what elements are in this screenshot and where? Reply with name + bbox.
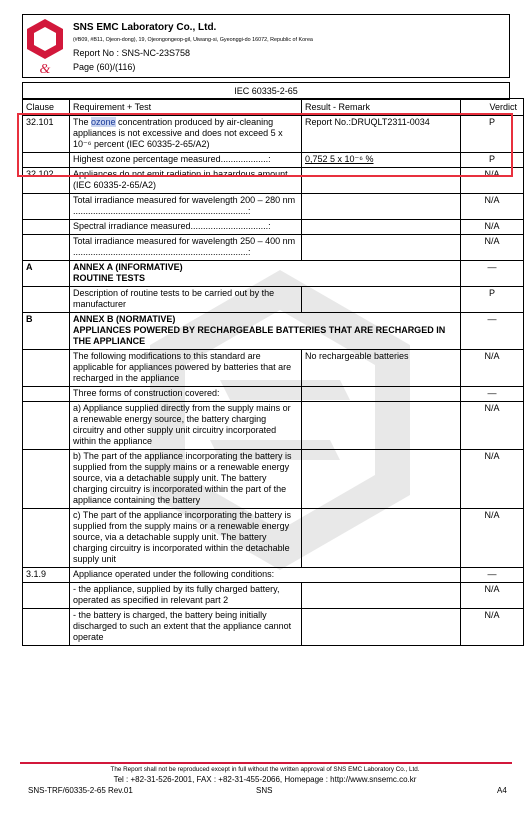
- table-row: [23, 387, 524, 402]
- verdict-cell: N/A: [461, 235, 524, 261]
- footer-brand: SNS: [256, 786, 273, 795]
- paper-size: A4: [497, 786, 507, 795]
- clause-cell: A: [23, 261, 70, 287]
- col-verdict: Verdict: [461, 99, 524, 116]
- svg-text:&: &: [39, 62, 51, 77]
- requirement-cell: - the battery is charged, the battery being initially discharged to such an extent that the appliance cannot operate: [70, 609, 302, 646]
- company-name: SNS EMC Laboratory Co., Ltd.: [73, 22, 217, 33]
- requirement-cell: Description of routine tests to be carried out by the manufacturer: [70, 287, 302, 313]
- table-row: [23, 287, 524, 313]
- page-number: Page (60)/(116): [73, 62, 136, 72]
- highlight-box: [17, 113, 513, 177]
- result-cell: [302, 287, 461, 313]
- table-row: [23, 568, 524, 583]
- requirement-cell: The following modifications to this standard are applicable for appliances powered by batteries that are recharged in the appliance: [70, 350, 302, 387]
- clause-cell: [23, 609, 70, 646]
- table-row: [23, 609, 524, 646]
- col-requirement: Requirement + Test: [70, 99, 302, 116]
- result-cell: [302, 387, 461, 402]
- sns-logo-icon: [23, 15, 67, 77]
- verdict-cell: N/A: [461, 609, 524, 646]
- clause-cell: [23, 583, 70, 609]
- result-cell: Report No.:DRUQLT2311-0034: [302, 116, 461, 153]
- result-cell: No rechargeable batteries: [302, 350, 461, 387]
- measured-value: 0,752 5 x 10⁻⁶ %: [305, 154, 374, 164]
- verdict-cell: P: [461, 116, 524, 153]
- requirement-cell: The ozone concentration produced by air-cleaning appliances is not excessive and does not exceed 5 x 10⁻⁶ percent (IEC 60335-2-65/A2): [70, 116, 302, 153]
- requirement-cell: a) Appliance supplied directly from the supply mains or a renewable energy source, the battery charging circuitry and other supply unit circuitry incorporated within the appliance: [70, 402, 302, 450]
- verdict-cell: N/A: [461, 402, 524, 450]
- verdict-cell: N/A: [461, 194, 524, 220]
- requirement-cell: b) The part of the appliance incorporating the battery is supplied from the supply mains or a renewable energy source, via a detachable supply unit. The battery charging circuitry is incorporated within the part of the appliance containing the battery: [70, 450, 302, 509]
- table-row: [23, 194, 524, 220]
- table-row: [23, 350, 524, 387]
- table-row: [23, 402, 524, 450]
- requirement-cell: Three forms of construction covered:: [70, 387, 302, 402]
- section-title: ANNEX A (INFORMATIVE) ROUTINE TESTS: [70, 261, 461, 287]
- verdict-cell: P: [461, 153, 524, 168]
- verdict-cell: N/A: [461, 583, 524, 609]
- test-table: [22, 98, 524, 646]
- result-cell: [302, 220, 461, 235]
- requirement-cell: Total irradiance measured for wavelength 250 – 400 nm ......................................................................:: [70, 235, 302, 261]
- clause-cell: 3.1.9: [23, 568, 70, 583]
- footer-contact: Tel : +82-31-526-2001, FAX : +82-31-455-2066, Homepage : http://www.snsemc.co.kr: [113, 775, 417, 784]
- result-cell: [302, 235, 461, 261]
- verdict-cell: N/A: [461, 509, 524, 568]
- requirement-cell: c) The part of the appliance incorporating the battery is supplied from the supply mains or a renewable energy source, via a detachable supply unit. The battery charging circuitry is incorporated within the detachable supply unit: [70, 509, 302, 568]
- clause-cell: [23, 450, 70, 509]
- verdict-cell: —: [461, 261, 524, 287]
- requirement-cell: Spectral irradiance measured...............................:: [70, 220, 302, 235]
- table-row: [23, 450, 524, 509]
- requirement-cell: Total irradiance measured for wavelength 200 – 280 nm ......................................................................:: [70, 194, 302, 220]
- col-result: Result - Remark: [302, 99, 461, 116]
- table-row: [23, 235, 524, 261]
- footer-notice: The Report shall not be reproduced except in full without the written approval of SNS EMC Laboratory Co., Ltd.: [110, 766, 420, 773]
- requirement-cell: Appliance operated under the following conditions:: [70, 568, 461, 583]
- form-number: SNS-TRF/60335-2-65 Rev.01: [28, 786, 133, 795]
- result-cell: [302, 609, 461, 646]
- result-cell: [302, 509, 461, 568]
- verdict-cell: N/A: [461, 220, 524, 235]
- footer-rule: [20, 762, 512, 764]
- report-number: Report No : SNS-NC-23S758: [73, 48, 191, 58]
- clause-cell: 32.102: [23, 168, 70, 194]
- clause-cell: [23, 194, 70, 220]
- verdict-cell: —: [461, 387, 524, 402]
- verdict-cell: N/A: [461, 350, 524, 387]
- section-row: [23, 261, 524, 287]
- clause-cell: [23, 387, 70, 402]
- clause-cell: [23, 220, 70, 235]
- section-row: [23, 313, 524, 350]
- clause-cell: [23, 350, 70, 387]
- requirement-cell: - the appliance, supplied by its fully charged battery, operated as specified in relevant part 2: [70, 583, 302, 609]
- standard-title: IEC 60335-2-65: [22, 82, 510, 100]
- result-cell: [302, 583, 461, 609]
- verdict-cell: —: [461, 313, 524, 350]
- table-row: [23, 583, 524, 609]
- clause-cell: [23, 509, 70, 568]
- verdict-cell: —: [461, 568, 524, 583]
- requirement-cell: Highest ozone percentage measured...................:: [70, 153, 302, 168]
- table-row: [23, 220, 524, 235]
- section-title: ANNEX B (NORMATIVE) APPLIANCES POWERED BY RECHARGEABLE BATTERIES THAT ARE RECHARGED IN THE APPLIANCE: [70, 313, 461, 350]
- requirement-cell: Appliances do not emit radiation in hazardous amount (IEC 60335-2-65/A2): [70, 168, 302, 194]
- clause-cell: [23, 235, 70, 261]
- report-header: [22, 14, 510, 78]
- result-cell: [302, 194, 461, 220]
- search-highlight: ozone: [91, 117, 116, 127]
- verdict-cell: N/A: [461, 168, 524, 194]
- clause-cell: [23, 402, 70, 450]
- col-clause: Clause: [23, 99, 70, 116]
- verdict-cell: P: [461, 287, 524, 313]
- clause-cell: [23, 287, 70, 313]
- result-cell: [302, 402, 461, 450]
- company-address: (#B09, #B11, Ojeon-dong), 19, Ojeongongeop-gil, Uiwang-si, Gyeonggi-do 16072, Republic of Korea: [73, 37, 313, 43]
- clause-cell: 32.101: [23, 116, 70, 153]
- table-row: [23, 509, 524, 568]
- result-cell: [302, 450, 461, 509]
- verdict-cell: N/A: [461, 450, 524, 509]
- clause-cell: B: [23, 313, 70, 350]
